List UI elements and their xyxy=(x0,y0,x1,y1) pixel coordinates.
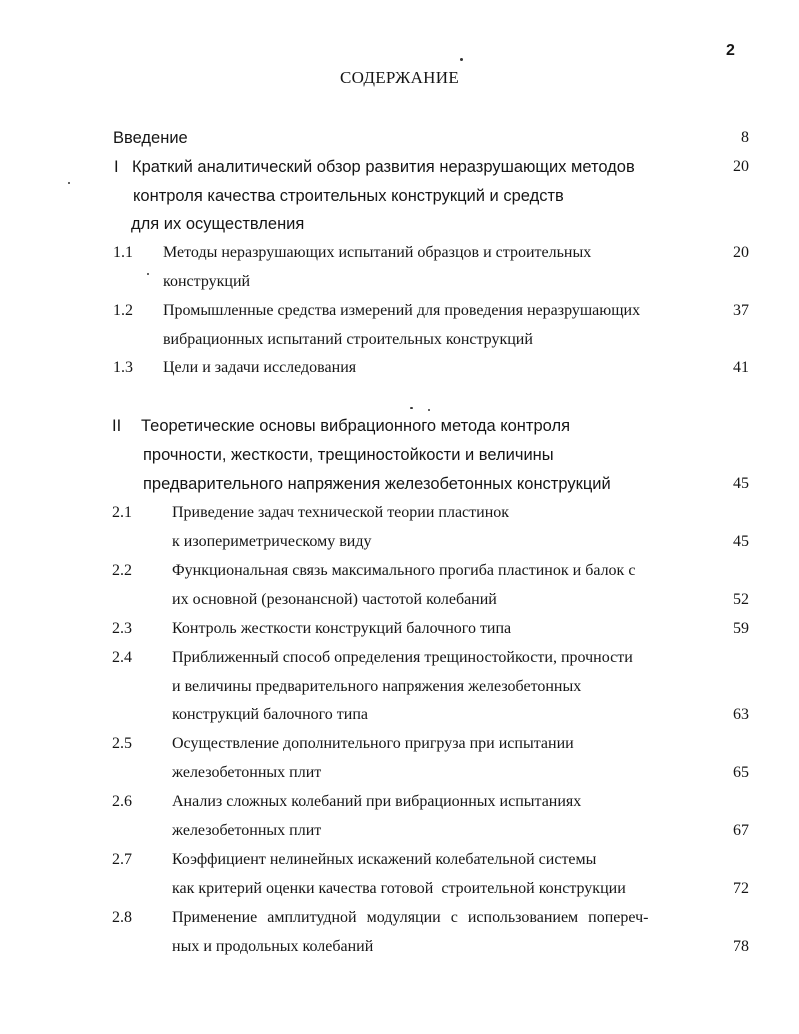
scan-speck xyxy=(460,58,463,61)
toc-section-line: Методы неразрушающих испытаний образцов и строительных xyxy=(163,244,592,261)
toc-section-number: 2.5 xyxy=(112,735,132,752)
toc-chapter2-line: предварительного напряжения железобетонных конструкций xyxy=(143,475,611,493)
toc-section-line: их основной (резонансной) частотой колебаний xyxy=(172,591,497,608)
scan-speck xyxy=(68,182,70,184)
toc-chapter2-number: II xyxy=(112,417,122,435)
toc-section-number: 2.8 xyxy=(112,909,132,926)
toc-section-number: 2.6 xyxy=(112,793,132,810)
toc-section-page: 72 xyxy=(733,880,749,897)
toc-section-line: Контроль жесткости конструкций балочного типа xyxy=(172,620,512,637)
toc-section-page: 52 xyxy=(733,591,749,608)
toc-section-page: 37 xyxy=(733,302,749,319)
toc-section-page: 67 xyxy=(733,822,749,839)
toc-section-line: Применение амплитудной модуляции с использованием попереч- xyxy=(172,909,649,926)
toc-section-line: Промышленные средства измерений для проведения неразрушающих xyxy=(163,302,641,319)
toc-chapter2-page: 45 xyxy=(733,475,749,492)
toc-section-line: Приведение задач технической теории пластинок xyxy=(172,504,510,521)
toc-section-line: к изопериметрическому виду xyxy=(172,533,372,550)
toc-section-line: как критерий оценки качества готовой строительной конструкции xyxy=(172,880,626,897)
toc-section-line: и величины предварительного напряжения железобетонных xyxy=(172,678,582,695)
toc-section-number: 1.3 xyxy=(113,359,133,376)
toc-section-number: 2.2 xyxy=(112,562,132,579)
scan-speck xyxy=(410,407,413,409)
toc-section-line: ных и продольных колебаний xyxy=(172,938,374,955)
scan-speck xyxy=(428,409,430,411)
toc-section-number: 2.1 xyxy=(112,504,132,521)
toc-section-line: вибрационных испытаний строительных конструкций xyxy=(163,331,533,348)
scan-speck xyxy=(147,273,149,275)
toc-section-page: 41 xyxy=(733,359,749,376)
toc-intro-page: 8 xyxy=(741,129,749,146)
toc-section-number: 1.1 xyxy=(113,244,133,261)
toc-section-page: 45 xyxy=(733,533,749,550)
page-number: 2 xyxy=(726,42,735,59)
toc-section-line: Коэффициент нелинейных искажений колебательной системы xyxy=(172,851,597,868)
toc-section-page: 59 xyxy=(733,620,749,637)
toc-section-line: конструкций балочного типа xyxy=(172,706,369,723)
toc-section-page: 65 xyxy=(733,764,749,781)
toc-section-page: 63 xyxy=(733,706,749,723)
toc-section-line: железобетонных плит xyxy=(172,764,322,781)
toc-section-page: 20 xyxy=(733,244,749,261)
toc-section-number: 1.2 xyxy=(113,302,133,319)
toc-section-line: Приближенный способ определения трещиностойкости, прочности xyxy=(172,649,633,666)
toc-section-line: Цели и задачи исследования xyxy=(163,359,357,376)
toc-section-line: конструкций xyxy=(163,273,251,290)
toc-chapter2-line: Теоретические основы вибрационного метода контроля xyxy=(141,417,571,435)
toc-chapter1-page: 20 xyxy=(733,158,749,175)
toc-section-number: 2.3 xyxy=(112,620,132,637)
page-title: СОДЕРЖАНИЕ xyxy=(339,68,460,87)
toc-section-line: Осуществление дополнительного пригруза при испытании xyxy=(172,735,574,752)
toc-chapter1-line: для их осуществления xyxy=(131,215,305,233)
toc-chapter1-line: контроля качества строительных конструкций и средств xyxy=(133,187,564,205)
toc-chapter1-line: Краткий аналитический обзор развития неразрушающих методов xyxy=(132,158,635,176)
toc-section-page: 78 xyxy=(733,938,749,955)
toc-section-line: Функциональная связь максимального прогиба пластинок и балок с xyxy=(172,562,636,579)
toc-section-number: 2.7 xyxy=(112,851,132,868)
toc-section-line: Анализ сложных колебаний при вибрационных испытаниях xyxy=(172,793,582,810)
toc-section-number: 2.4 xyxy=(112,649,132,666)
toc-chapter1-number: I xyxy=(114,158,119,176)
toc-section-line: железобетонных плит xyxy=(172,822,322,839)
toc-intro-label: Введение xyxy=(113,129,188,147)
toc-chapter2-line: прочности, жесткости, трещиностойкости и величины xyxy=(143,446,554,464)
